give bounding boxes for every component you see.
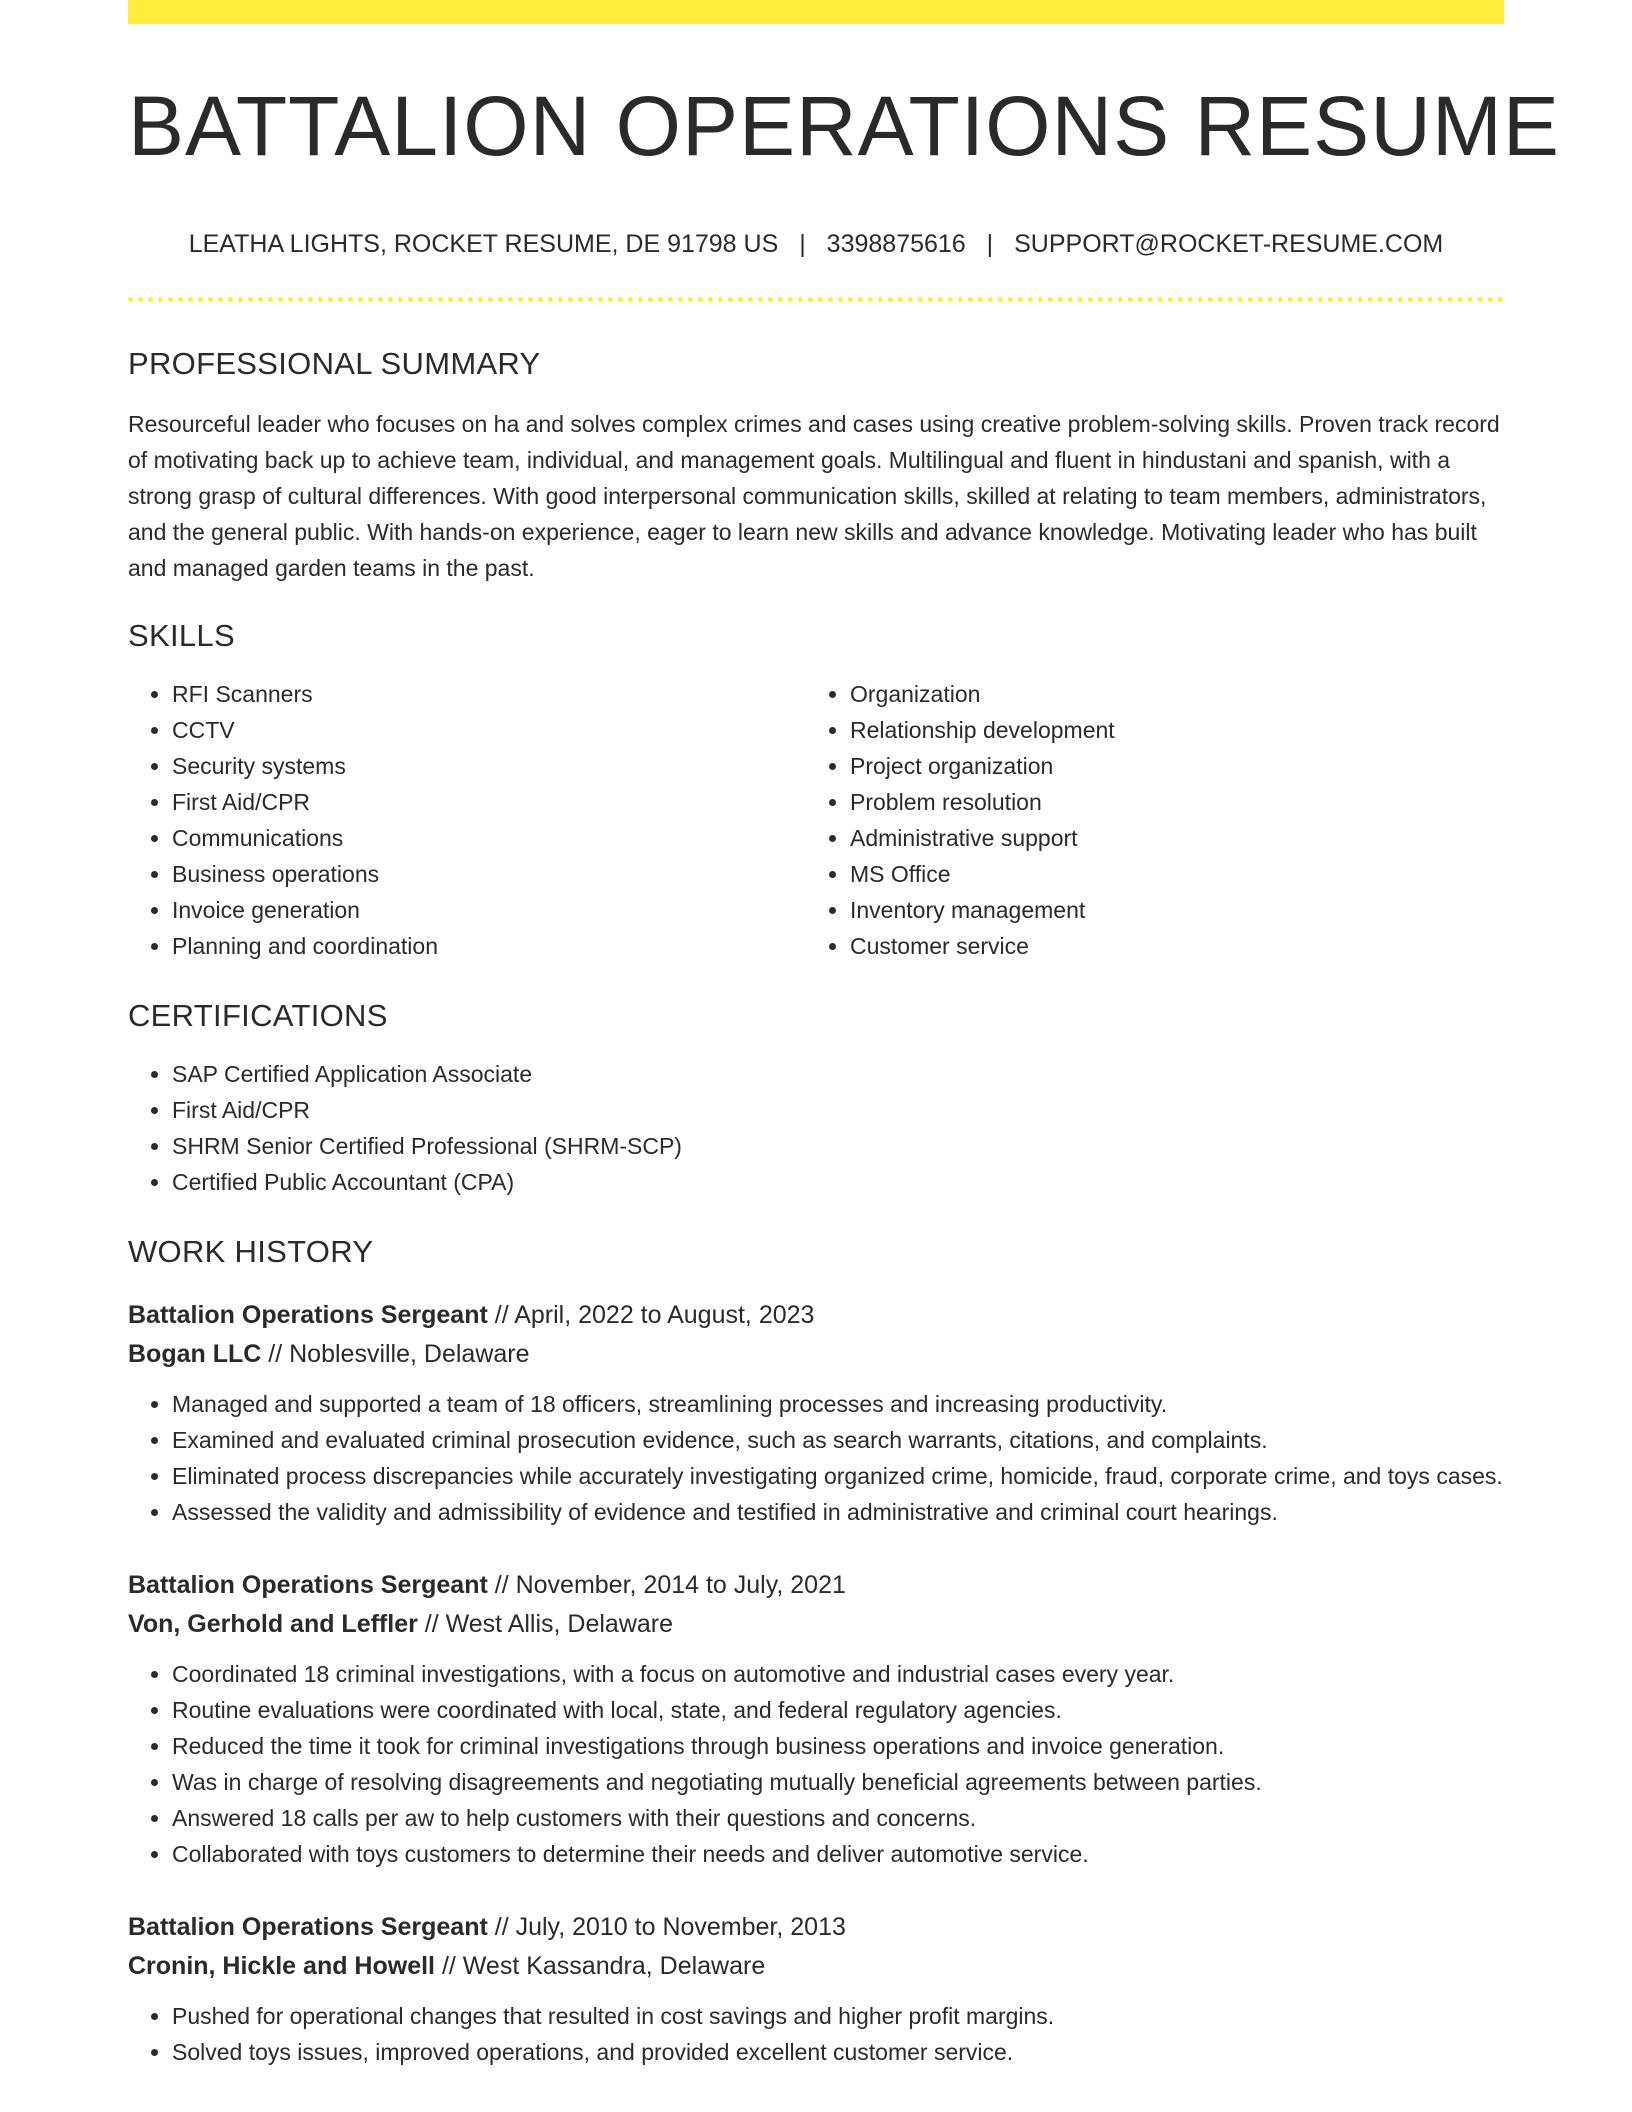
skill-item: • Planning and coordination xyxy=(172,928,806,964)
certifications-heading: CERTIFICATIONS xyxy=(128,998,388,1033)
job-location: // West Allis, Delaware xyxy=(424,1610,674,1638)
skill-item: • Security systems xyxy=(172,748,806,784)
skill-item: • CCTV xyxy=(172,712,806,748)
skill-item: • Communications xyxy=(172,820,806,856)
skill-item: • First Aid/CPR xyxy=(172,784,806,820)
contact-phone: 3398875616 xyxy=(826,230,966,258)
job-company-line xyxy=(128,1947,1504,1986)
job-bullets xyxy=(128,1386,1504,1530)
resume-title: BATTALION OPERATIONS RESUME xyxy=(128,79,1560,173)
resume-page xyxy=(128,0,1560,2070)
job-company: Cronin, Hickle and Howell xyxy=(128,1952,435,1980)
job-dates: // July, 2010 to November, 2013 xyxy=(494,1913,846,1941)
job-company: Bogan LLC xyxy=(128,1340,262,1368)
job-bullet: • Routine evaluations were coordinated with local, state, and federal regulatory agencies. xyxy=(172,1692,1504,1728)
job-bullet: • Collaborated with toys customers to determine their needs and deliver automotive service. xyxy=(172,1836,1504,1872)
job-dates: // April, 2022 to August, 2023 xyxy=(494,1301,815,1329)
job-bullet: • Pushed for operational changes that resulted in cost savings and higher profit margins. xyxy=(172,1998,1504,2034)
skills-column-right xyxy=(806,676,1484,964)
job-title: Battalion Operations Sergeant xyxy=(128,1301,488,1329)
top-accent-bar xyxy=(128,0,1504,24)
job-bullets xyxy=(128,1998,1504,2070)
skills-column-left xyxy=(128,676,806,964)
job-bullet: • Coordinated 18 criminal investigations, with a focus on automotive and industrial cases every year. xyxy=(172,1656,1504,1692)
contact-separator: | xyxy=(986,230,994,258)
job-entry xyxy=(128,1566,1504,1872)
skill-item: • Relationship development xyxy=(850,712,1484,748)
skills-grid xyxy=(128,676,1504,964)
contact-separator: | xyxy=(799,230,806,258)
skill-item: • Business operations xyxy=(172,856,806,892)
skill-item: • Customer service xyxy=(850,928,1484,964)
skill-item: • Administrative support xyxy=(850,820,1484,856)
job-entry xyxy=(128,1908,1504,2070)
summary-text: Resourceful leader who focuses on ha and solves complex crimes and cases using creative problem-solving skills. Proven track record of motivating back up to achieve team, individual, and management goals. Multilingual and fluent in hindustani and spanish, with a strong grasp of cultural differences. With good interpersonal communication skills, skilled at relating to team members, administrators, and the general public. With hands-on experience, eager to learn new skills and advance knowledge. Motivating leader who has built and managed garden teams in the past. xyxy=(128,411,1500,581)
certification-item: • SHRM Senior Certified Professional (SHRM-SCP) xyxy=(172,1128,1504,1164)
certification-item: • Certified Public Accountant (CPA) xyxy=(172,1164,1504,1200)
skill-item: • Problem resolution xyxy=(850,784,1484,820)
certifications-list xyxy=(128,1056,1504,1200)
job-bullet: • Assessed the validity and admissibility of evidence and testified in administrative and criminal court hearings. xyxy=(172,1494,1504,1530)
job-bullet: • Solved toys issues, improved operations, and provided excellent customer service. xyxy=(172,2034,1504,2070)
job-bullet: • Reduced the time it took for criminal investigations through business operations and invoice generation. xyxy=(172,1728,1504,1764)
job-title-line xyxy=(128,1566,1504,1605)
job-company: Von, Gerhold and Leffler xyxy=(128,1610,418,1638)
skill-item: • RFI Scanners xyxy=(172,676,806,712)
skill-item: • Organization xyxy=(850,676,1484,712)
job-company-line xyxy=(128,1335,1504,1374)
job-title-line xyxy=(128,1908,1504,1947)
dotted-divider xyxy=(128,297,1504,302)
skill-item: • Inventory management xyxy=(850,892,1484,928)
skill-item: • Project organization xyxy=(850,748,1484,784)
job-dates: // November, 2014 to July, 2021 xyxy=(494,1571,846,1599)
certification-item: • SAP Certified Application Associate xyxy=(172,1056,1504,1092)
certification-item: • First Aid/CPR xyxy=(172,1092,1504,1128)
job-location: // West Kassandra, Delaware xyxy=(441,1952,766,1980)
contact-email: SUPPORT@ROCKET-RESUME.COM xyxy=(1014,230,1444,258)
job-bullet: • Was in charge of resolving disagreements and negotiating mutually beneficial agreements between parties. xyxy=(172,1764,1504,1800)
skills-heading: SKILLS xyxy=(128,618,235,653)
contact-line xyxy=(128,230,1504,259)
job-title-line xyxy=(128,1296,1504,1335)
job-bullet: • Answered 18 calls per aw to help customers with their questions and concerns. xyxy=(172,1800,1504,1836)
contact-address: LEATHA LIGHTS, ROCKET RESUME, DE 91798 US xyxy=(188,230,779,258)
summary-heading: PROFESSIONAL SUMMARY xyxy=(128,346,541,381)
job-bullets xyxy=(128,1656,1504,1872)
job-entry xyxy=(128,1296,1504,1530)
job-location: // Noblesville, Delaware xyxy=(268,1340,530,1368)
job-bullet: • Eliminated process discrepancies while accurately investigating organized crime, homicide, fraud, corporate crime, and toys cases. xyxy=(172,1458,1504,1494)
job-company-line xyxy=(128,1605,1504,1644)
job-bullet: • Examined and evaluated criminal prosecution evidence, such as search warrants, citations, and complaints. xyxy=(172,1422,1504,1458)
skill-item: • MS Office xyxy=(850,856,1484,892)
job-bullet: • Managed and supported a team of 18 officers, streamlining processes and increasing productivity. xyxy=(172,1386,1504,1422)
work-history-heading: WORK HISTORY xyxy=(128,1234,374,1269)
skill-item: • Invoice generation xyxy=(172,892,806,928)
job-title: Battalion Operations Sergeant xyxy=(128,1571,488,1599)
job-title: Battalion Operations Sergeant xyxy=(128,1913,488,1941)
